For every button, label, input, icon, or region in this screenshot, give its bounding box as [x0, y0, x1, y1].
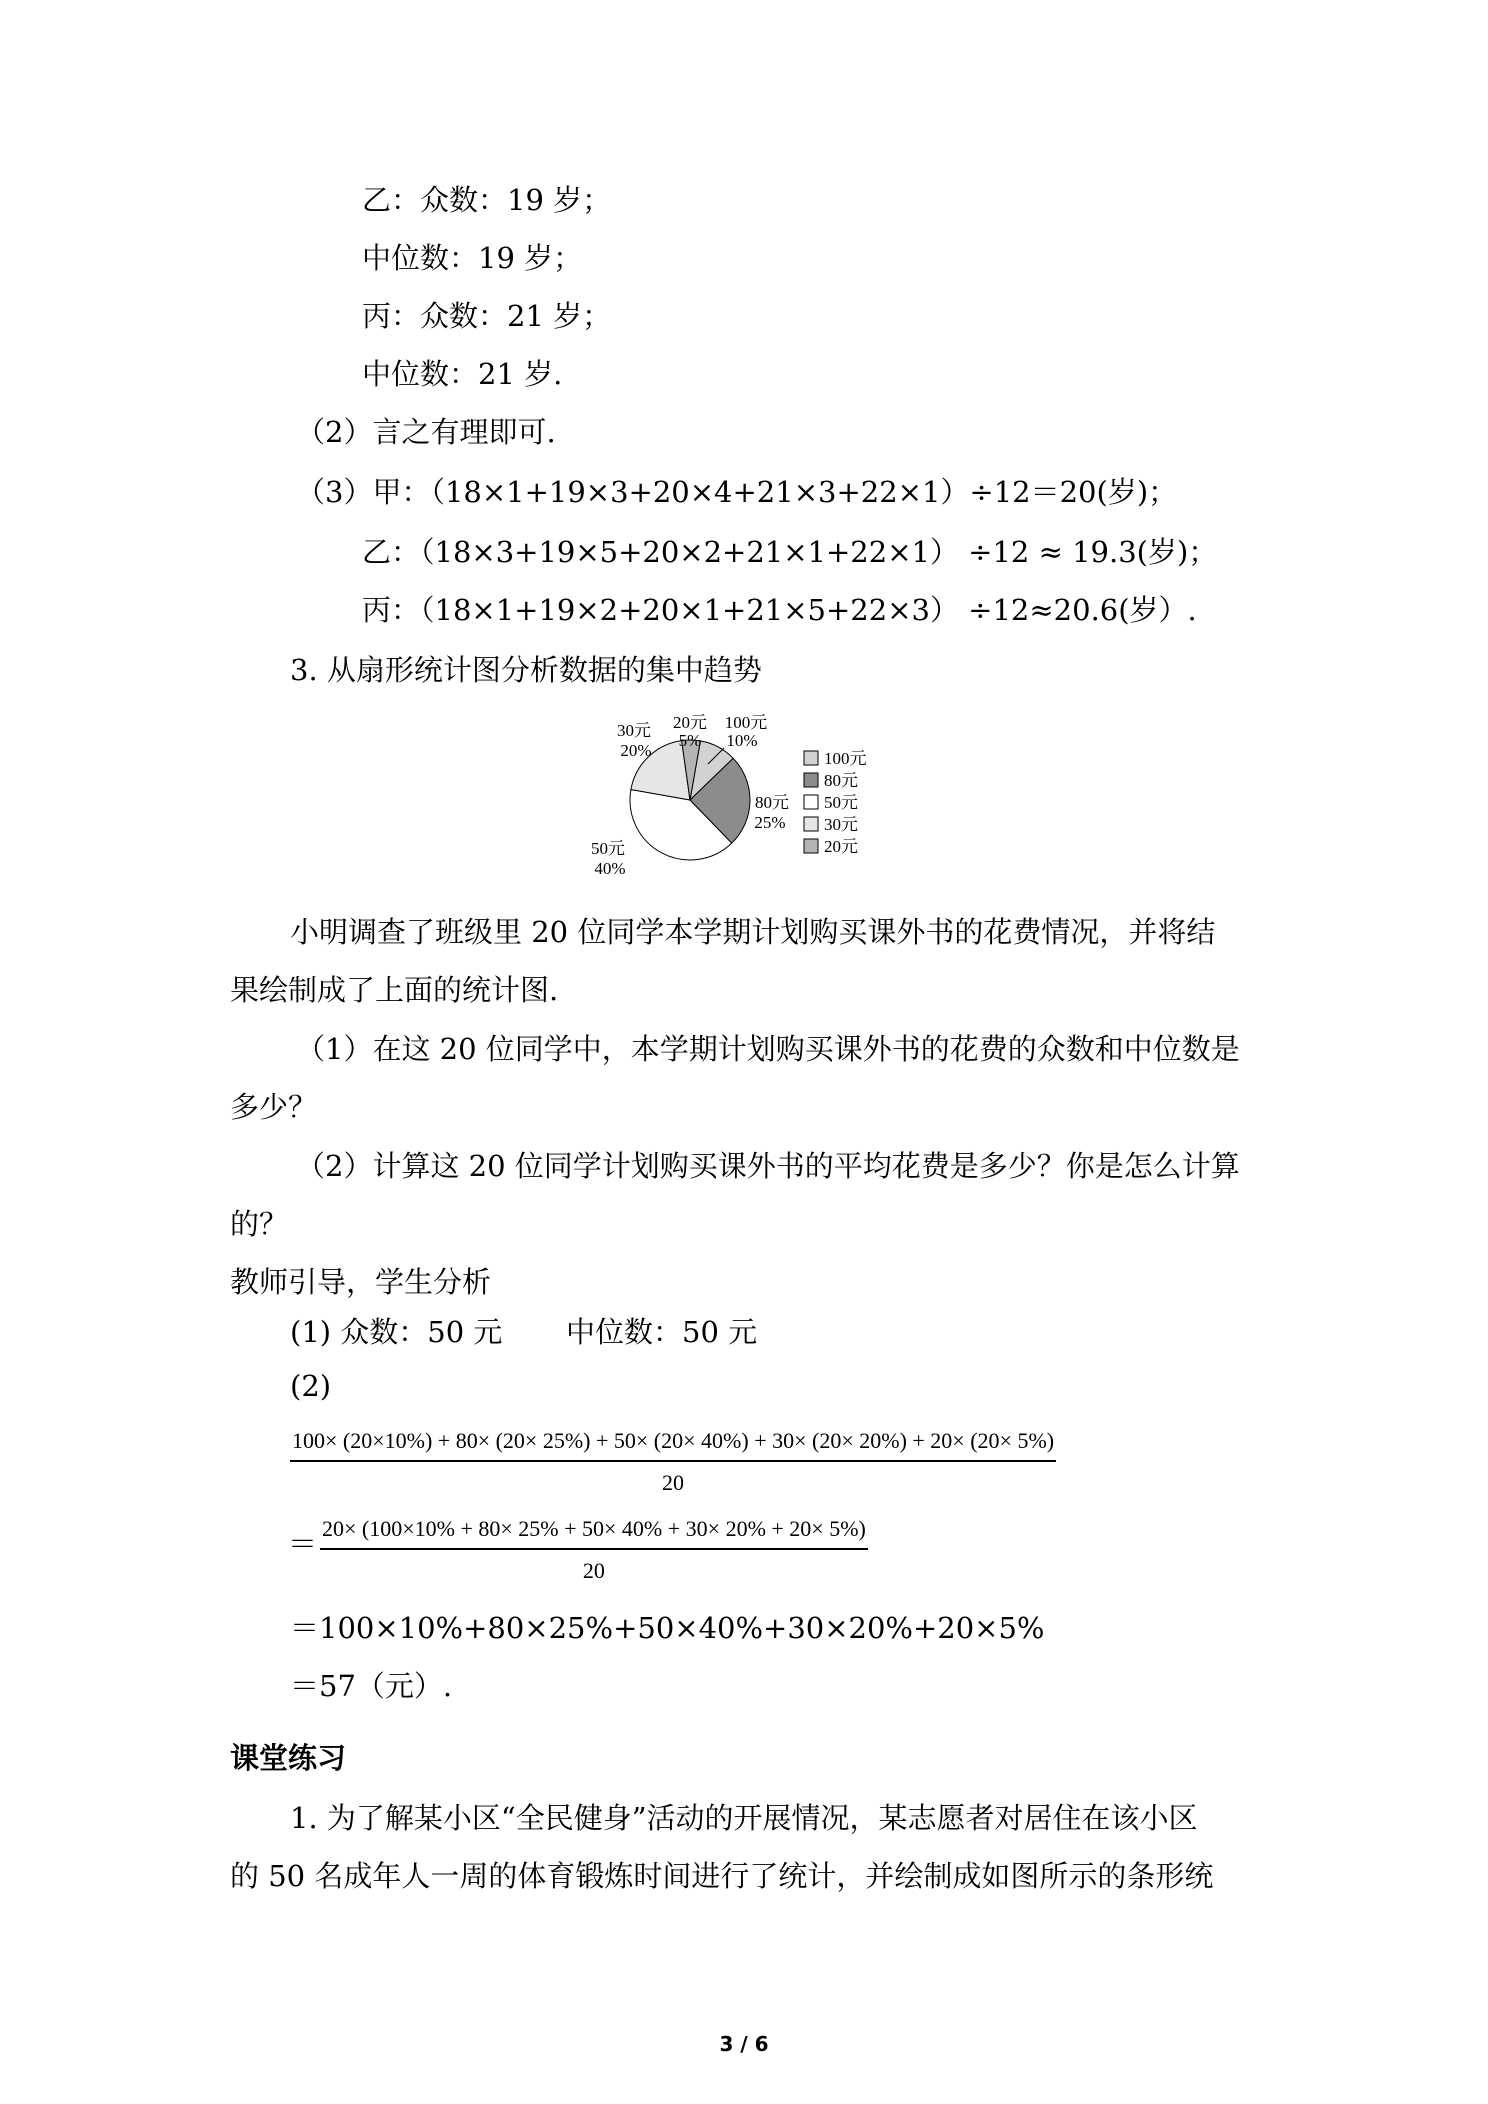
question-2-line-2: 的？ [230, 1207, 289, 1241]
slice-label-50: 50元 [591, 839, 625, 858]
legend-label-20: 20元 [824, 837, 858, 856]
slice-pct-30: 20% [620, 741, 652, 760]
answer-line-bing-median: 中位数：21 岁. [362, 357, 563, 391]
formula-line-4: ＝57（元）. [290, 1669, 453, 1703]
answer-line-yi-median: 中位数：19 岁； [362, 241, 583, 275]
legend-label-50: 50元 [824, 793, 858, 812]
legend-swatch-50 [804, 795, 818, 809]
problem-paragraph-line-1: 小明调查了班级里 20 位同学本学期计划购买课外书的花费情况，并将结 [290, 915, 1216, 949]
formula-fraction-2-denominator: 20 [582, 1558, 605, 1583]
answer-line-yi-mode: 乙：众数：19 岁； [362, 183, 612, 217]
question-1-line-1: （1）在这 20 位同学中，本学期计划购买课外书的花费的众数和中位数是 [296, 1032, 1240, 1066]
formula-fraction-2-numerator: 20× (100×10% + 80× 25% + 50× 40% + 30× 20% + 20× 5%) [320, 1516, 868, 1550]
question-1-line-2: 多少？ [230, 1090, 318, 1124]
legend-label-80: 80元 [824, 771, 858, 790]
legend-swatch-20 [804, 839, 818, 853]
problem-paragraph-line-2: 果绘制成了上面的统计图. [230, 973, 559, 1007]
slice-pct-80: 25% [754, 813, 786, 832]
slice-label-30: 30元 [617, 721, 651, 740]
formula-equals-sign: ＝ [288, 1527, 318, 1561]
slice-pct-20: 5% [678, 731, 702, 750]
formula-fraction-1-denominator: 20 [662, 1470, 685, 1495]
practice-line-1: 1. 为了解某小区“全民健身”活动的开展情况，某志愿者对居住在该小区 [290, 1801, 1198, 1835]
legend-swatch-80 [804, 773, 818, 787]
answer-1-mode: (1) 众数：50 元 [290, 1315, 503, 1349]
formula-fraction-1 [290, 1428, 1056, 1496]
practice-heading: 课堂练习 [230, 1741, 347, 1775]
pie-chart [0, 704, 1488, 894]
slice-label-80: 80元 [755, 793, 789, 812]
slice-label-100: 100元 [724, 713, 768, 732]
legend-swatch-30 [804, 817, 818, 831]
answer-line-bing-mode: 丙：众数：21 岁； [362, 299, 612, 333]
section-3-title: 3. 从扇形统计图分析数据的集中趋势 [290, 653, 762, 687]
answer-line-3-yi: 乙：（18×3+19×5+20×2+21×1+22×1） ÷12 ≈ 19.3(岁)； [362, 535, 1218, 569]
page-number: 3 / 6 [719, 2032, 769, 2056]
legend-label-100: 100元 [824, 749, 867, 768]
formula-line-3: ＝100×10%+80×25%+50×40%+30×20%+20×5% [290, 1611, 1045, 1645]
slice-pct-50: 40% [594, 859, 626, 878]
formula-fraction-2 [320, 1516, 868, 1584]
answer-1-median: 中位数：50 元 [566, 1315, 758, 1349]
formula-fraction-1-numerator: 100× (20×10%) + 80× (20× 25%) + 50× (20× 40%) + 30× (20× 20%) + 20× (20× 5%) [290, 1428, 1056, 1462]
question-2-line-1: （2）计算这 20 位同学计划购买课外书的平均花费是多少？你是怎么计算 [296, 1149, 1240, 1183]
legend [804, 749, 867, 856]
teacher-guide: 教师引导，学生分析 [230, 1265, 492, 1299]
slice-pct-100: 10% [726, 731, 758, 750]
answer-2-label: (2) [290, 1369, 332, 1403]
slice-label-20: 20元 [673, 713, 707, 732]
answer-line-2: （2）言之有理即可. [296, 415, 556, 449]
practice-line-2: 的 50 名成年人一周的体育锻炼时间进行了统计，并绘制成如图所示的条形统 [230, 1859, 1214, 1893]
answer-line-3-bing: 丙：（18×1+19×2+20×1+21×5+22×3） ÷12≈20.6(岁）. [362, 593, 1197, 627]
legend-label-30: 30元 [824, 815, 858, 834]
answer-line-3-jia: （3）甲：（18×1+19×3+20×4+21×3+22×1）÷12＝20(岁)； [296, 475, 1178, 509]
legend-swatch-100 [804, 751, 818, 765]
